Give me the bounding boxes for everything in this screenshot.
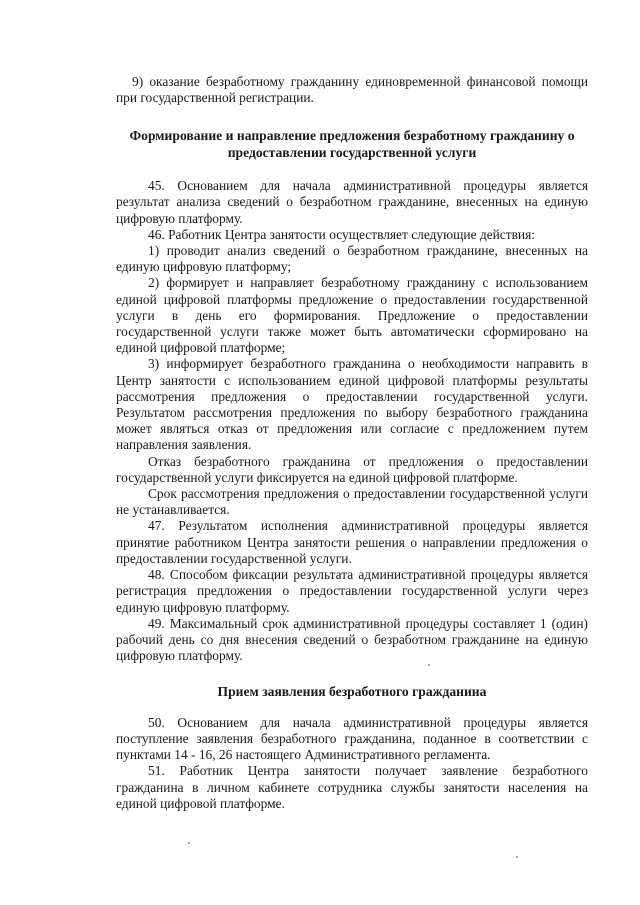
paragraph-item-9: 9) оказание безработному гражданину единовременной финансовой помощи при государственной регистрации. xyxy=(116,74,588,106)
paragraph-46-2: 2) формирует и направляет безработному гражданину с использованием единой цифровой платформы предложение о предоставлении государственной услуги в день его формирования. Предложение о предоставлении государственной услуги также может быть автоматически сформировано на единой цифровой платформе; xyxy=(116,275,588,356)
section-heading-offer: Формирование и направление предложения безработному гражданину о предоставлении государственной услуги xyxy=(129,128,575,160)
paragraph-term: Срок рассмотрения предложения о предоставлении государственной услуги не устанавливается. xyxy=(116,486,588,518)
document-page xyxy=(116,74,588,812)
paragraph-46-1: 1) проводит анализ сведений о безработном гражданине, внесенных на единую цифровую платформу; xyxy=(116,243,588,275)
paragraph-46: 46. Работник Центра занятости осуществляет следующие действия: xyxy=(148,226,535,242)
scan-speck xyxy=(188,842,190,844)
paragraph-49: 49. Максимальный срок административной процедуры составляет 1 (один) рабочий день со дня внесения сведений о безработном гражданине на единую цифровую платформу. xyxy=(116,615,588,664)
paragraph-45: 45. Основанием для начала административной процедуры является результат анализа сведений о безработном гражданине, внесенных на единую цифровую платформу. xyxy=(116,178,588,226)
scan-speck xyxy=(516,856,518,858)
paragraph-46-3: 3) информирует безработного гражданина о необходимости направить в Центр занятости с использованием единой цифровой платформы результаты рассмотрения предложения о предоставлении государственной услуги. Результатом рассмотрения предложения по выбору безработного гражданина может являться отказ от предложения или согласие с предложением путем направления заявления. xyxy=(116,356,588,453)
paragraph-51: 51. Работник Центра занятости получает заявление безработного гражданина в личном кабинете сотрудника службы занятости населения на единой цифровой платформе. xyxy=(116,763,588,811)
paragraph-48: 48. Способом фиксации результата административной процедуры является регистрация предложения о предоставлении государственной услуги через единую цифровую платформу. xyxy=(116,567,588,615)
scan-speck xyxy=(428,664,430,666)
paragraph-50: 50. Основанием для начала административной процедуры является поступление заявления безработного гражданина, поданное в соответствии с пунктами 14 - 16, 26 настоящего Административного регламента. xyxy=(116,714,588,763)
section-heading-application: Прием заявления безработного гражданина xyxy=(217,684,487,700)
paragraph-47: 47. Результатом исполнения административной процедуры является принятие работником Центра занятости решения о направлении предложения о предоставлении государственной услуги. xyxy=(116,518,588,566)
paragraph-refusal: Отказ безработного гражданина от предложения о предоставлении государственной услуги фиксируется на единой цифровой платформе. xyxy=(116,453,588,485)
